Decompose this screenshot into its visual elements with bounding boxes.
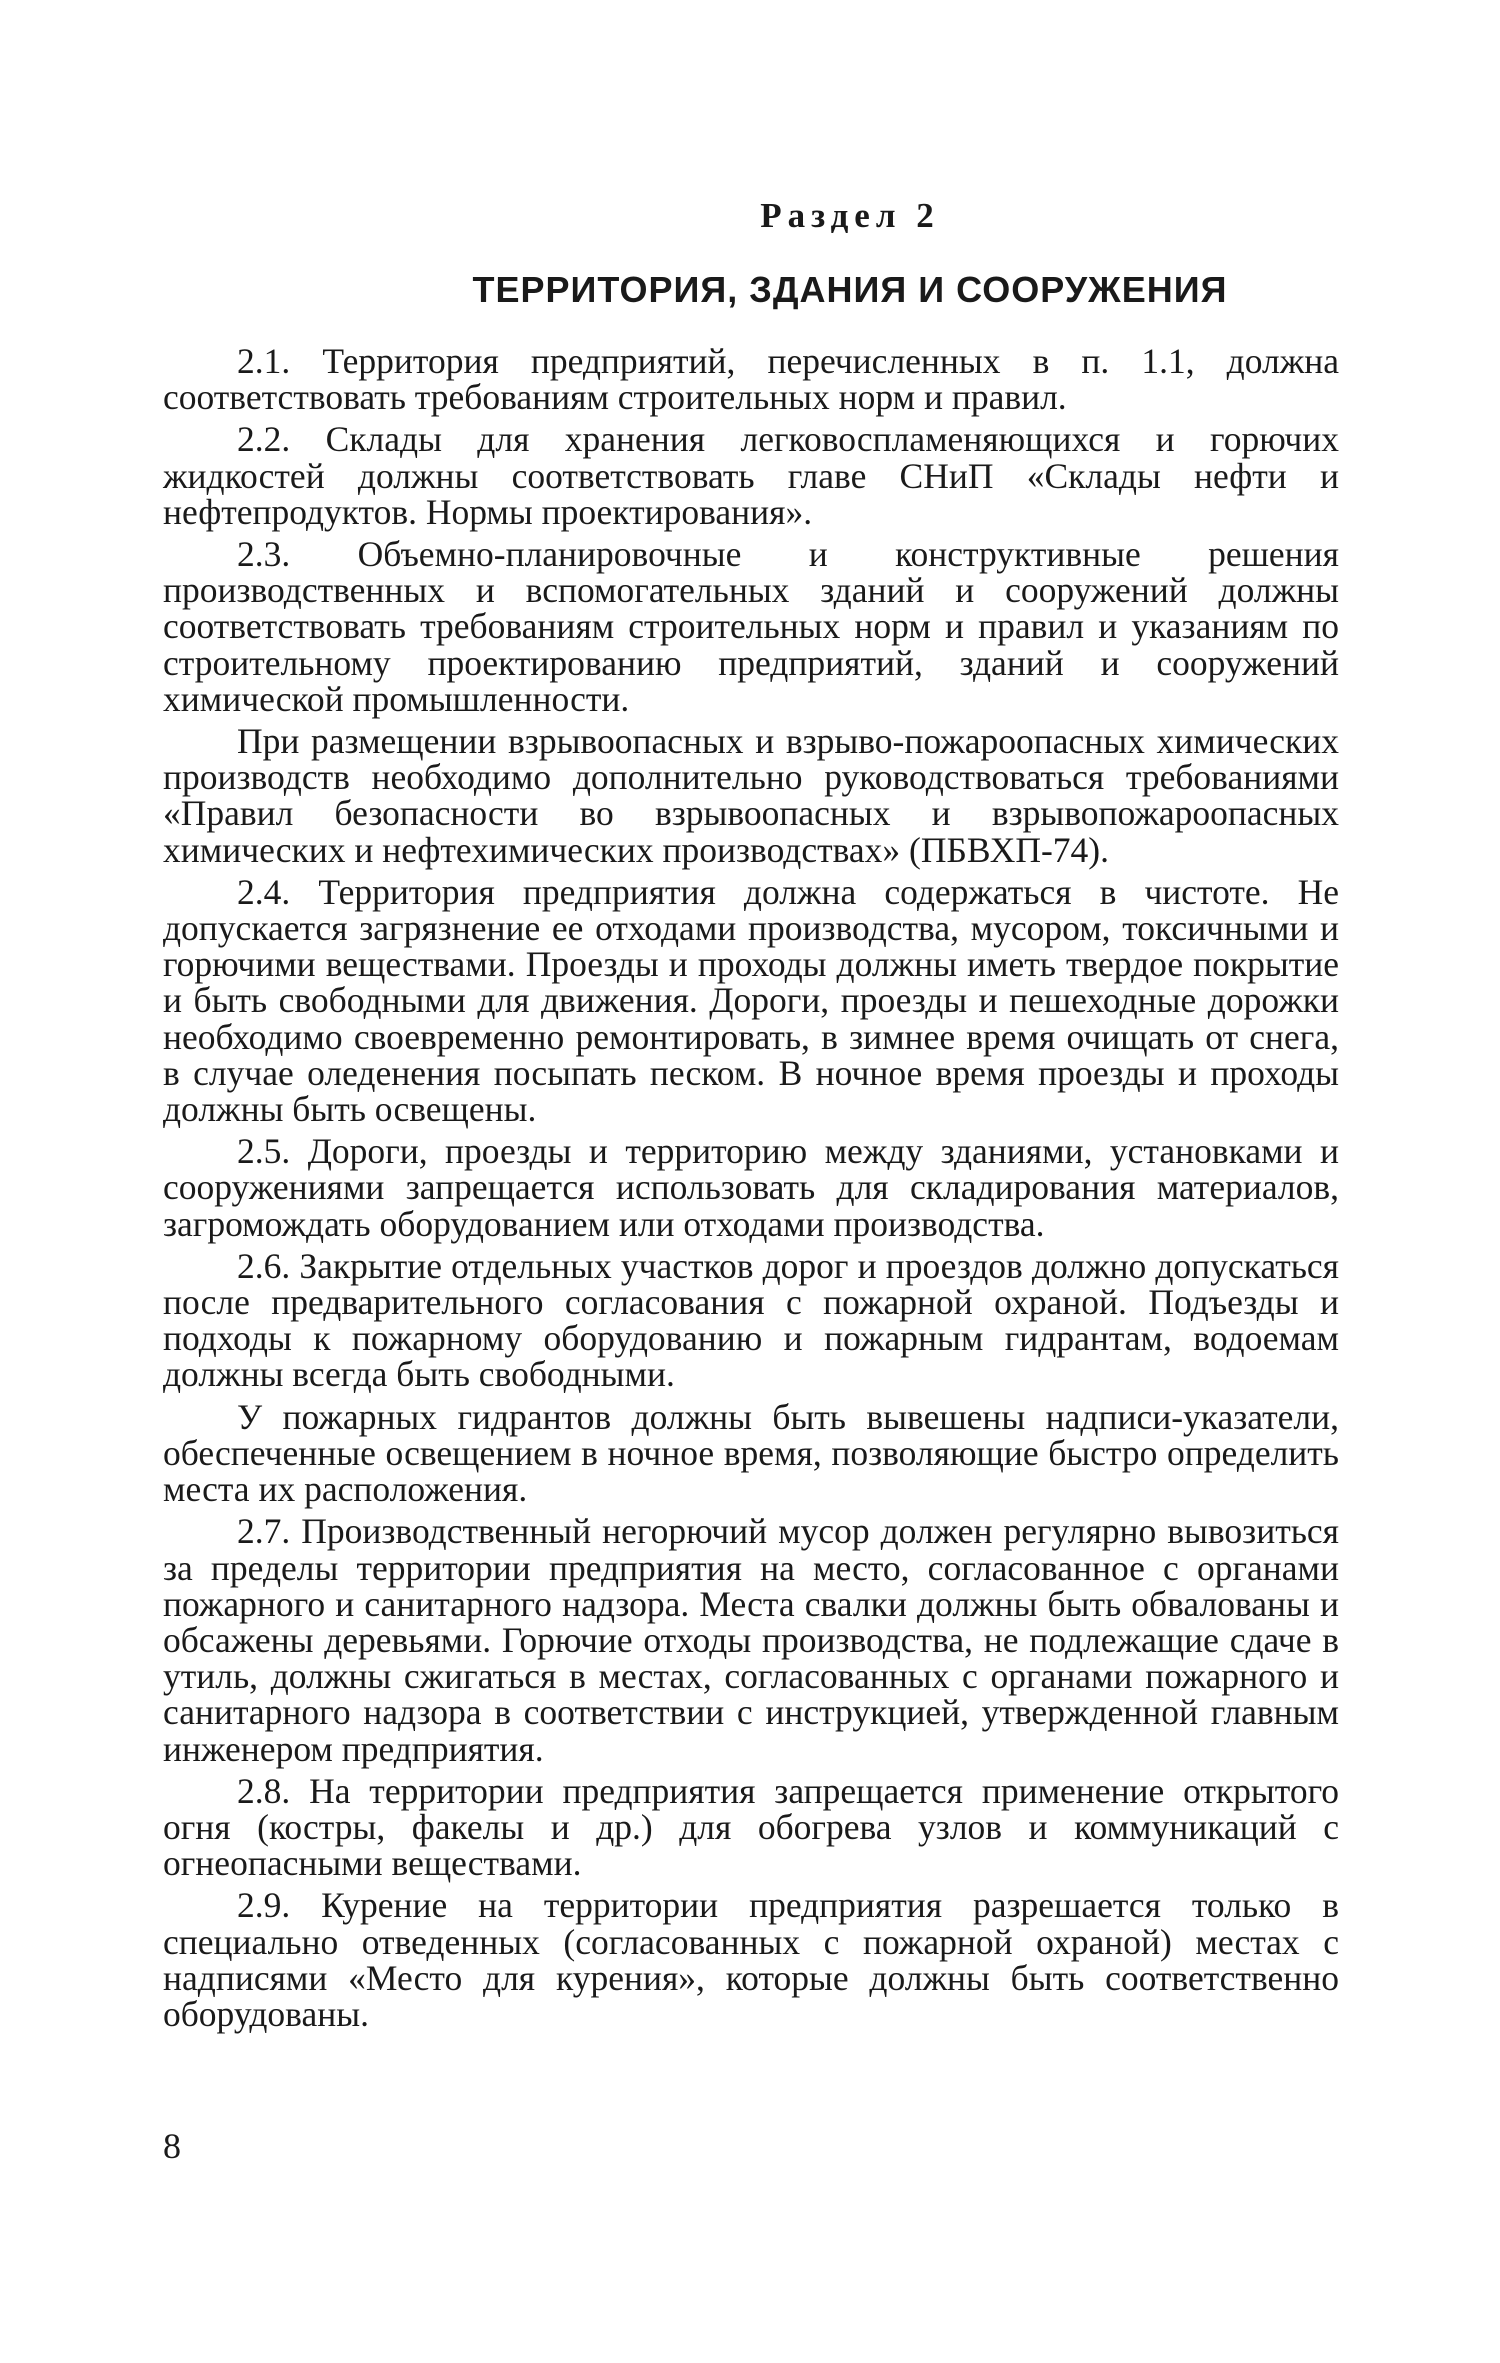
body-text xyxy=(163,343,1339,2038)
paragraph-2-6: 2.6. Закрытие отдельных участков дорог и проездов должно допускаться после предварительного согласования с пожарной охраной. Подъезды и подходы к пожарному оборудованию и пожарным гидрантам, водоемам должны всегда быть свободными. xyxy=(163,1245,1339,1395)
paragraph-2-3-continued: При размещении взрывоопасных и взрыво-пожароопасных химических производств необходимо дополнительно руководствоваться требованиями «Правил безопасности во взрывоопасных и взрывопожароопасных химических и нефтехимических производствах» (ПБВХП-74). xyxy=(163,721,1339,870)
paragraph-2-3: 2.3. Объемно-планировочные и конструктивные решения производственных и вспомогательных зданий и сооружений должны соответствовать требованиям строительных норм и правил и указаниям по строительному проектированию предприятий, зданий и сооружений химической промышленности. xyxy=(163,534,1339,719)
paragraph-2-4: 2.4. Территория предприятия должна содержаться в чистоте. Не допускается загрязнение ее отходами производства, мусором, токсичными и горючими веществами. Проезды и проходы должны иметь твердое покрытие и быть свободными для движения. Дороги, проезды и пешеходные дорожки необходимо своевременно ремонтировать, в зимнее время очищать от снега, в случае оледенения посыпать песком. В ночное время проезды и проходы должны быть освещены. xyxy=(163,871,1339,1130)
section-title: ТЕРРИТОРИЯ, ЗДАНИЯ И СООРУЖЕНИЯ xyxy=(472,269,1228,310)
paragraph-2-7: 2.7. Производственный негорючий мусор должен регулярно вывозиться за пределы территории предприятия на место, согласованное с органами пожарного и санитарного надзора. Места свалки должны быть обвалованы и обсажены деревьями. Горючие отходы производства, не подлежащие сдаче в утиль, должны сжигаться в местах, согласованных с органами пожарного и санитарного надзора в соответствии с инструкцией, утвержденной главным инженером предприятия. xyxy=(163,1511,1339,1769)
paragraph-2-5: 2.5. Дороги, проезды и территорию между зданиями, установками и сооружениями запрещается использовать для складирования материалов, загромождать оборудованием или отходами производства. xyxy=(163,1131,1339,1244)
paragraph-2-6-continued: У пожарных гидрантов должны быть вывешены надписи-указатели, обеспеченные освещением в ночное время, позволяющие быстро определить места их расположения. xyxy=(163,1396,1339,1510)
paragraph-2-9: 2.9. Курение на территории предприятия разрешается только в специально отведенных (согласованных с пожарной охраной) местах с надписями «Место для курения», которые должны быть соответственно оборудованы. xyxy=(163,1885,1339,2034)
section-label: Раздел 2 xyxy=(760,196,940,235)
page-number: 8 xyxy=(163,2126,181,2166)
paragraph-2-1: 2.1. Территория предприятий, перечисленных в п. 1.1, должна соответствовать требованиям строительных норм и правил. xyxy=(163,341,1339,418)
paragraph-2-8: 2.8. На территории предприятия запрещается применение открытого огня (костры, факелы и др.) для обогрева узлов и коммуникаций с огнеопасными веществами. xyxy=(163,1770,1339,1884)
paragraph-2-2: 2.2. Склады для хранения легковоспламеняющихся и горючих жидкостей должны соответствовать главе СНиП «Склады нефти и нефтепродуктов. Нормы проектирования». xyxy=(163,419,1339,532)
